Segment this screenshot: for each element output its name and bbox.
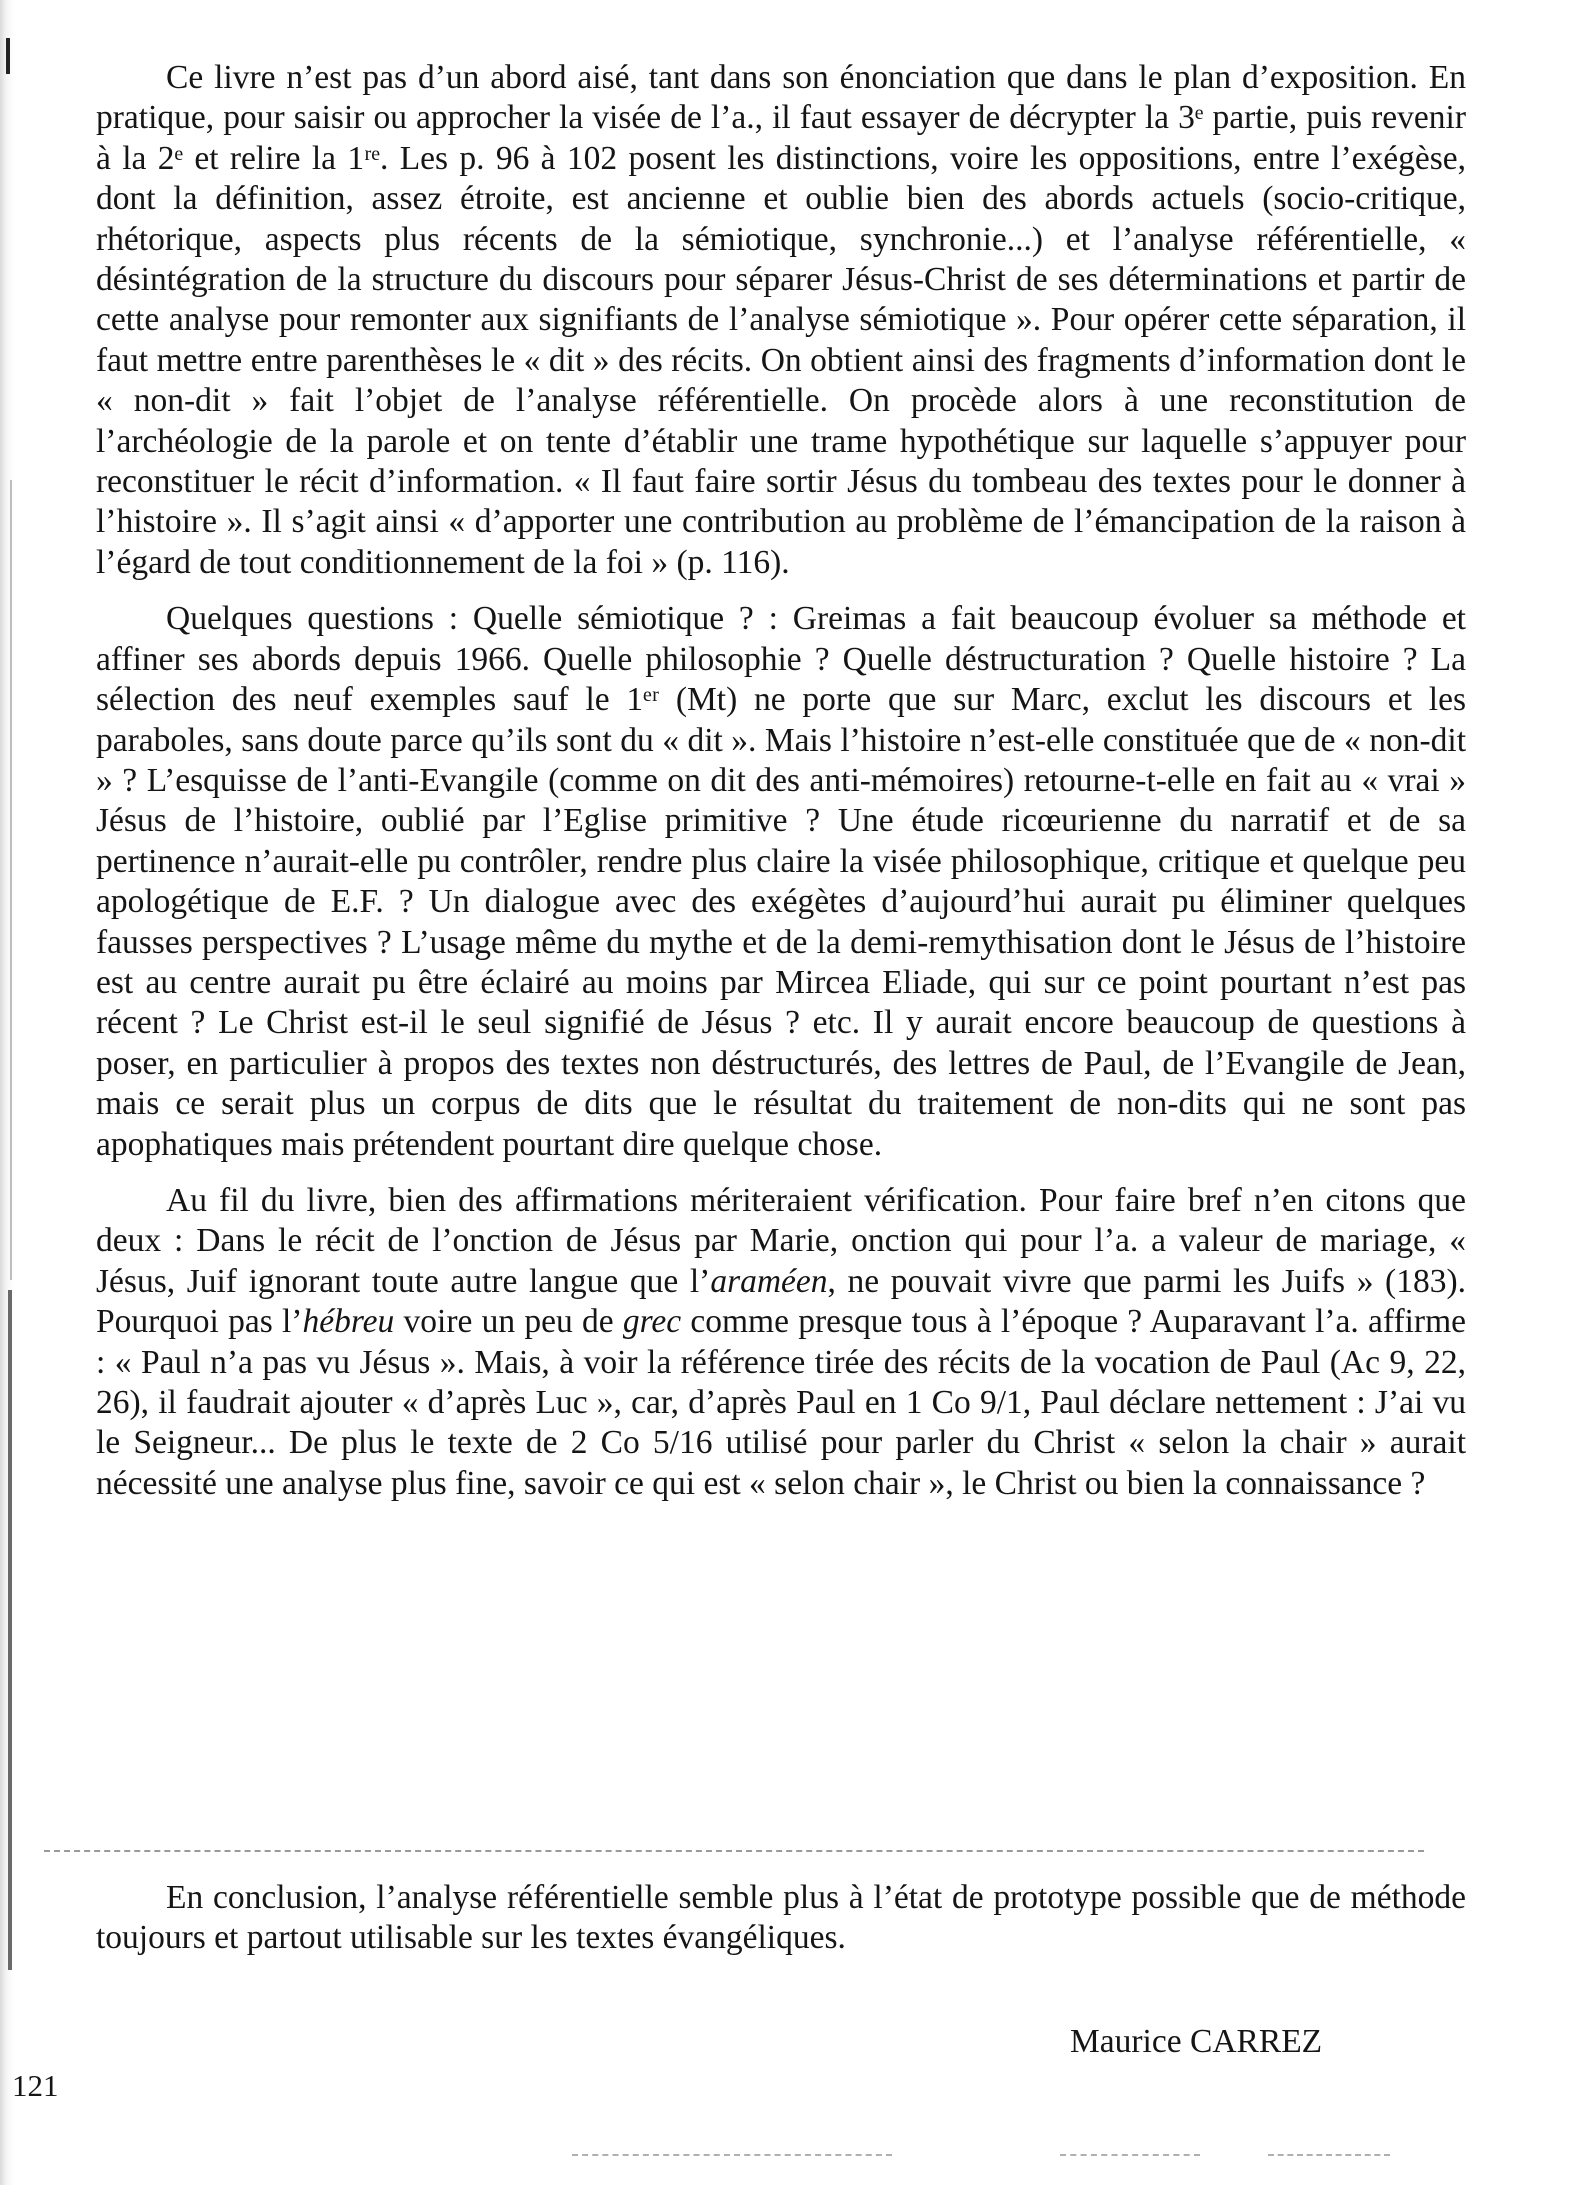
section-divider xyxy=(44,1850,1424,1852)
footer-rule-2 xyxy=(1060,2154,1200,2156)
review-body xyxy=(96,58,1466,1504)
paragraph-2: Quelques questions : Quelle sémiotique ? : Greimas a fait beaucoup évoluer sa méthode et affiner ses abords depuis 1966. Quelle philosophie ? Quelle déstructuration ? Quelle histoire ? La sélection des neuf exemples sauf le 1ᵉʳ (Mt) ne porte que sur Marc, exclut les discours et les paraboles, sans doute parce qu’ils sont du « dit ». Mais l’histoire n’est-elle constituée que de « non-dit » ? L’esquisse de l’anti-Evangile (comme on dit des anti-mémoires) retourne-t-elle en fait au « vrai » Jésus de l’histoire, oublié par l’Eglise primitive ? Une étude ricœurienne du narratif et de sa pertinence n’aurait-elle pu contrôler, rendre plus claire la visée philosophique, critique et quelque peu apologétique de E.F. ? Un dialogue avec des exégètes d’aujourd’hui aurait pu éliminer quelques fausses perspectives ? L’usage même du mythe et de la demi-remythisation dont le Jésus de l’histoire est au centre aurait pu être éclairé au moins par Mircea Eliade, qui sur ce point pourtant n’est pas récent ? Le Christ est-il le seul signifié de Jésus ? etc. Il y aurait encore beaucoup de questions à poser, en particulier à propos des textes non déstructurés, des lettres de Paul, de l’Evangile de Jean, mais ce serait plus un corpus de dits que le résultat du traitement de non-dits qui ne sont pas apophatiques mais prétendent pourtant dire quelque chose. xyxy=(96,600,1466,1163)
footer-rule-1 xyxy=(572,2154,892,2156)
scan-mark-middle xyxy=(10,480,12,1280)
paragraph-3-text-4: comme presque tous à l’époque ? Auparavant l’a. affirme : « Paul n’a pas vu Jésus ». Mais, à voir la référence tirée des récits de la vocation de Paul (Ac 9, 22, 26), il faudrait ajouter « d’après Luc », car, d’après Paul en 1 Co 9/1, Paul déclare nettement : J’ai vu le Seigneur... De plus le texte de 2 Co 5/16 utilisé pour parler du Christ « selon la chair » aurait nécessité une analyse plus fine, savoir ce qui est « selon chair », le Christ ou bien la connaissance ? xyxy=(96,1303,1467,1502)
paragraph-1: Ce livre n’est pas d’un abord aisé, tant dans son énonciation que dans le plan d’exposition. En pratique, pour saisir ou approcher la visée de l’a., il faut essayer de décrypter la 3ᵉ partie, puis revenir à la 2ᵉ et relire la 1ʳᵉ. Les p. 96 à 102 posent les distinctions, voire les oppositions, entre l’exégèse, dont la définition, assez étroite, est ancienne et oublie bien des abords actuels (socio-critique, rhétorique, aspects plus récents de la sémiotique, synchronie...) et l’analyse référentielle, « désintégration de la structure du discours pour séparer Jésus-Christ de ses déterminations et partir de cette analyse pour remonter aux signifiants de l’analyse sémiotique ». Pour opérer cette séparation, il faut mettre entre parenthèses le « dit » des récits. On obtient ainsi des fragments d’information dont le « non-dit » fait l’objet de l’analyse référentielle. On procède alors à une reconstitution de l’archéologie de la parole et on tente d’établir une trame hypothétique sur laquelle s’appuyer pour reconstituer le récit d’information. « Il faut faire sortir Jésus du tombeau des textes pour le donner à l’histoire ». Il s’agit ainsi « d’apporter une contribution au problème de l’émancipation de la raison à l’égard de tout conditionnement de la foi » (p. 116). xyxy=(96,59,1466,581)
paragraph-3-text-2: , ne pouvait vivre que parmi les Juifs » (183). Pourquoi pas l’ xyxy=(96,1262,1466,1341)
scan-mark-top xyxy=(6,38,10,74)
footer-rule-3 xyxy=(1268,2154,1390,2156)
emphasis-hebreu: hébreu xyxy=(302,1303,395,1341)
scan-mark-dark xyxy=(8,1290,12,1970)
page-number: 121 xyxy=(12,2068,59,2103)
paragraph-3-text-3: voire un peu de xyxy=(394,1303,623,1341)
emphasis-grec: grec xyxy=(622,1303,682,1341)
emphasis-arameen: araméen xyxy=(710,1262,828,1300)
paragraph-3-text-1: Au fil du livre, bien des affirmations mériteraient vérification. Pour faire bref n’en citons que deux : Dans le récit de l’onction de Jésus par Marie, onction qui pour l’a. a valeur de mariage, « Jésus, Juif ignorant toute autre langue que l’ xyxy=(96,1181,1466,1300)
paragraph-3 xyxy=(96,1181,1466,1504)
author-signature: Maurice CARREZ xyxy=(1070,2023,1323,2060)
conclusion-paragraph: En conclusion, l’analyse référentielle semble plus à l’état de prototype possible que de méthode toujours et partout utilisable sur les textes évangéliques. xyxy=(96,1879,1466,1957)
